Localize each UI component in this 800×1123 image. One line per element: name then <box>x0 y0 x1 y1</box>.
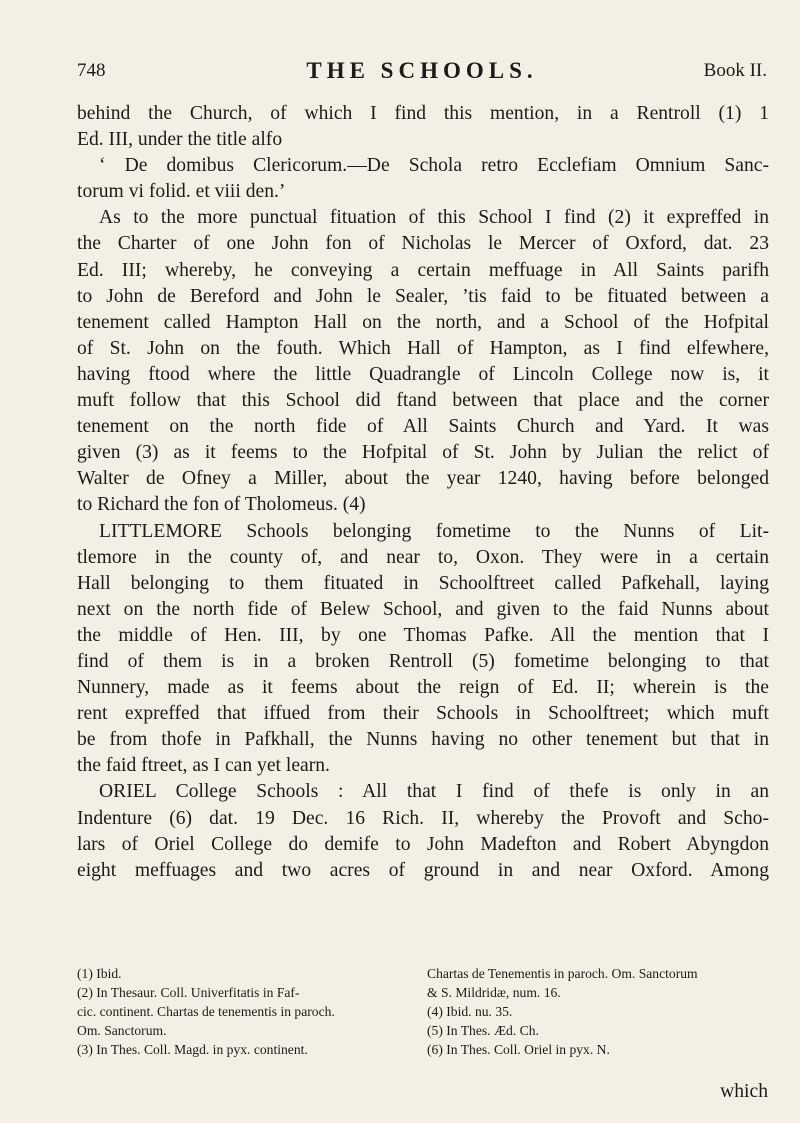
text-line: As to the more punctual fituation of this School I find (2) it expreffed in <box>99 207 769 229</box>
text-line: muft follow that this School did ftand between that place and the corner <box>77 390 769 412</box>
footnote-line: (6) In Thes. Coll. Oriel in pyx. N. <box>427 1042 610 1057</box>
text-line: the faid ftreet, as I can yet learn. <box>77 755 330 777</box>
footnote-line: Chartas de Tenementis in paroch. Om. Sanctorum <box>427 966 698 981</box>
footnote-line: cic. continent. Chartas de tenementis in paroch. <box>77 1004 335 1019</box>
text-line: torum vi folid. et viii den.’ <box>77 181 286 203</box>
text-line: tenement on the north fide of All Saints Church and Yard. It was <box>77 416 769 438</box>
text-line: Hall belonging to them fituated in Schoolftreet called Pafkehall, laying <box>77 572 769 594</box>
catchword: which <box>720 1081 768 1102</box>
text-line: eight meffuages and two acres of ground in and near Oxford. Among <box>77 859 769 881</box>
text-line: Ed. III; whereby, he conveying a certain meffuage in All Saints parifh <box>77 259 769 281</box>
footnote-line: (2) In Thesaur. Coll. Univerfitatis in Faf- <box>77 985 300 1000</box>
text-line: having ftood where the little Quadrangle of Lincoln College now is, it <box>77 363 769 385</box>
text-line: to Richard the fon of Tholomeus. (4) <box>77 494 366 516</box>
footnote-line: (5) In Thes. Æd. Ch. <box>427 1023 539 1038</box>
text-line: rent expreffed that iffued from their Schools in Schoolftreet; which muft <box>77 703 769 725</box>
text-line: to John de Bereford and John le Sealer, ’tis faid to be fituated between a <box>77 285 769 307</box>
text-line: Walter de Ofney a Miller, about the year 1240, having before belonged <box>77 468 769 490</box>
text-line: the middle of Hen. III, by one Thomas Pafke. All the mention that I <box>77 624 769 646</box>
footnotes-right-column <box>427 964 767 1059</box>
text-line: next on the north fide of Belew School, and given to the faid Nunns about <box>77 598 769 620</box>
footnotes-left-column <box>77 964 417 1059</box>
book-label: Book II. <box>703 60 767 81</box>
text-line: the Charter of one John fon of Nicholas le Mercer of Oxford, dat. 23 <box>77 233 769 255</box>
text-line: tlemore in the county of, and near to, Oxon. They were in a certain <box>77 546 769 568</box>
text-line: Nunnery, made as it feems about the reign of Ed. II; wherein is the <box>77 677 769 699</box>
body-text <box>77 101 769 884</box>
text-line: tenement called Hampton Hall on the north, and a School of the Hofpital <box>77 311 769 333</box>
footnote-line: & S. Mildridæ, num. 16. <box>427 985 561 1000</box>
text-line: ORIEL College Schools : All that I find of thefe is only in an <box>99 781 769 803</box>
text-line: be from thofe in Pafkhall, the Nunns having no other tenement but that in <box>77 729 769 751</box>
text-line: of St. John on the fouth. Which Hall of Hampton, as I find elfewhere, <box>77 337 769 359</box>
text-line: Ed. III, under the title alfo <box>77 129 283 151</box>
text-line: given (3) as it feems to the Hofpital of St. John by Julian the relict of <box>77 442 769 464</box>
text-line: behind the Church, of which I find this mention, in a Rentroll (1) 1 <box>77 103 769 124</box>
running-header <box>77 60 767 92</box>
text-line: Indenture (6) dat. 19 Dec. 16 Rich. II, whereby the Provoft and Scho- <box>77 807 769 829</box>
running-title: THE SCHOOLS. <box>306 58 538 83</box>
text-line: LITTLEMORE Schools belonging fometime to the Nunns of Lit- <box>99 520 769 542</box>
page-number: 748 <box>77 60 106 81</box>
footnote-line: (4) Ibid. nu. 35. <box>427 1004 513 1019</box>
text-line: lars of Oriel College do demife to John Madefton and Robert Abyngdon <box>77 833 769 855</box>
text-line: find of them is in a broken Rentroll (5) fometime belonging to that <box>77 650 769 672</box>
footnote-line: (1) Ibid. <box>77 966 122 981</box>
footnote-line: Om. Sanctorum. <box>77 1023 167 1038</box>
text-line: ‘ De domibus Clericorum.—De Schola retro Ecclefiam Omnium Sanc- <box>99 155 769 177</box>
footnote-line: (3) In Thes. Coll. Magd. in pyx. continent. <box>77 1042 308 1057</box>
